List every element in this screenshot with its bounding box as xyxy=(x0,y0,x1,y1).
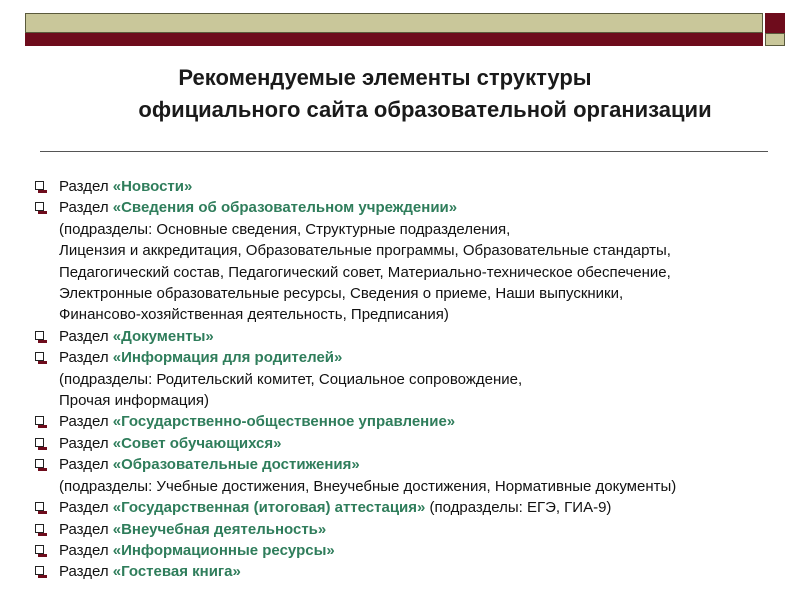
subsection-line: (подразделы: Учебные достижения, Внеучебные достижения, Нормативные документы) xyxy=(59,477,677,495)
list-item xyxy=(34,540,794,561)
subsection-line: Финансово-хозяйственная деятельность, Предписания) xyxy=(59,306,449,324)
square-bullet-icon xyxy=(35,524,44,533)
square-bullet-icon xyxy=(35,352,44,361)
list-item xyxy=(34,497,794,518)
square-bullet-icon xyxy=(35,545,44,554)
slide-title xyxy=(40,62,770,126)
section-name: «Сведения об образовательном учреждении» xyxy=(112,199,458,217)
header-corner-red xyxy=(765,13,785,33)
list-item xyxy=(34,411,794,432)
section-name: «Совет обучающихся» xyxy=(112,434,282,452)
section-prefix: Раздел xyxy=(59,520,113,538)
section-name: «Новости» xyxy=(112,178,193,195)
section-prefix: Раздел xyxy=(59,499,113,517)
list-item xyxy=(34,561,794,582)
section-name: «Государственно-общественное управление» xyxy=(112,413,456,431)
square-bullet-icon xyxy=(35,331,44,340)
section-name: «Информация для родителей» xyxy=(112,349,343,367)
square-bullet-icon xyxy=(35,459,44,468)
section-name: «Гостевая книга» xyxy=(112,563,241,581)
section-name: «Документы» xyxy=(112,327,214,345)
section-prefix: Раздел xyxy=(59,413,113,431)
header-band-olive xyxy=(25,13,763,33)
list-item xyxy=(34,519,794,540)
title-divider xyxy=(40,151,768,152)
list-item xyxy=(34,347,794,411)
square-bullet-icon xyxy=(35,181,44,190)
section-prefix: Раздел xyxy=(59,199,113,217)
list-item xyxy=(34,454,794,497)
section-prefix: Раздел xyxy=(59,434,113,452)
section-name: «Образовательные достижения» xyxy=(112,456,360,474)
square-bullet-icon xyxy=(35,566,44,575)
square-bullet-icon xyxy=(35,416,44,425)
slide-title-line-2: официального сайта образовательной организации xyxy=(138,97,712,122)
header-corner-olive xyxy=(765,33,785,46)
list-item xyxy=(34,326,794,347)
section-prefix: Раздел xyxy=(59,327,113,345)
list-item xyxy=(34,197,794,325)
subsection-line: (подразделы: Основные сведения, Структурные подразделения, xyxy=(59,220,511,238)
subsection-line: Педагогический состав, Педагогический совет, Материально-техническое обеспечение, xyxy=(59,263,671,281)
section-prefix: Раздел xyxy=(59,541,113,559)
subsection-line: (подразделы: Родительский комитет, Социальное сопровождение, xyxy=(59,370,523,388)
subsection-line: Лицензия и аккредитация, Образовательные программы, Образовательные стандарты, xyxy=(59,242,671,260)
list-item xyxy=(34,176,794,197)
section-prefix: Раздел xyxy=(59,349,113,367)
slide-title-line-1: Рекомендуемые элементы структуры xyxy=(178,65,592,90)
square-bullet-icon xyxy=(35,438,44,447)
section-prefix: Раздел xyxy=(59,563,113,581)
section-suffix: (подразделы: ЕГЭ, ГИА-9) xyxy=(425,499,612,517)
section-prefix: Раздел xyxy=(59,178,113,195)
section-name: «Государственная (итоговая) аттестация» xyxy=(112,499,426,517)
subsection-line: Электронные образовательные ресурсы, Сведения о приеме, Наши выпускники, xyxy=(59,285,624,303)
list-item xyxy=(34,433,794,454)
section-name: «Внеучебная деятельность» xyxy=(112,520,327,538)
subsection-line: Прочая информация) xyxy=(59,392,210,410)
header-band-red xyxy=(25,33,763,46)
section-prefix: Раздел xyxy=(59,456,113,474)
square-bullet-icon xyxy=(35,502,44,511)
square-bullet-icon xyxy=(35,202,44,211)
section-name: «Информационные ресурсы» xyxy=(112,541,335,559)
section-list xyxy=(34,176,794,583)
